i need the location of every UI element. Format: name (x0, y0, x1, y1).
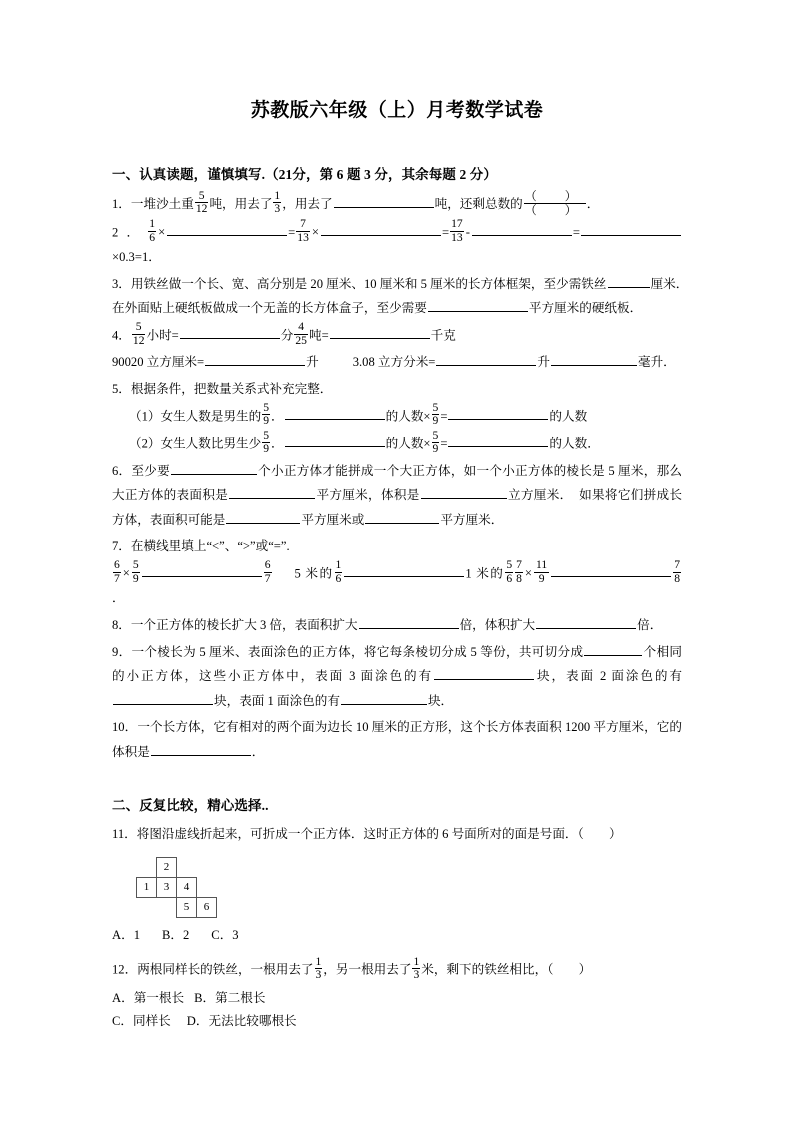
question-1-text-5: ． (586, 196, 600, 211)
question-5-sub-2-text-3: = (440, 436, 448, 451)
answer-blank[interactable] (171, 462, 257, 475)
question-10 (112, 715, 682, 764)
fraction-1-3 (412, 956, 420, 982)
fraction-5-9 (432, 430, 440, 456)
net-cell-2: 2 (157, 857, 177, 877)
fraction-numerator: 17 (451, 217, 463, 231)
question-2-number: 2． (112, 224, 148, 239)
fraction-17-13 (450, 218, 464, 244)
answer-blank[interactable] (581, 223, 681, 236)
net-cell-empty (197, 877, 217, 897)
fraction-numerator: 7 (296, 218, 310, 231)
cube-net-table (136, 857, 217, 918)
answer-blank[interactable] (436, 353, 536, 366)
question-12-options-line-2 (112, 1010, 682, 1033)
question-5-sub-2 (129, 428, 682, 457)
question-8 (112, 613, 682, 638)
multiply-sign: × (158, 224, 166, 239)
fraction-numerator: 5 (263, 428, 270, 442)
question-9 (112, 640, 682, 714)
equals-sign-3: = (572, 224, 580, 239)
question-5-sub-2-text-1: ． (271, 436, 284, 451)
question-4 (112, 320, 682, 349)
question-5 (112, 377, 682, 402)
question-2 (112, 217, 682, 270)
fraction-numerator: 4 (294, 321, 308, 334)
net-cell-5: 5 (177, 897, 197, 917)
fraction-numerator: 1 (274, 189, 281, 202)
option-a[interactable]: A．第一根长 (112, 990, 185, 1005)
question-5-sub-2-text-2: 的人数× (385, 436, 431, 451)
fraction-1-3 (315, 956, 323, 982)
question-6 (112, 459, 682, 533)
question-4-text-1: 小时= (146, 328, 179, 343)
fraction-denominator: 25 (295, 333, 307, 347)
question-11 (112, 822, 682, 847)
question-8-text-1: 一个正方体的棱长扩大 3 倍，表面积扩大 (130, 617, 358, 632)
question-5-number: 5． (112, 381, 131, 396)
option-b[interactable]: B．2 (162, 927, 190, 942)
question-5-sub-2-label: （2）女生人数比男生少 (129, 436, 262, 451)
question-12-text-3: 米，剩下的铁丝相比，（ ） (421, 962, 592, 977)
fraction-denominator: 9 (432, 414, 439, 428)
fraction-5-9 (262, 430, 270, 456)
fraction-denominator: 13 (451, 230, 463, 244)
answer-blank[interactable] (448, 434, 548, 447)
question-6-text-1: 至少要 (131, 463, 170, 478)
net-cell-6: 6 (197, 897, 217, 917)
comparison-blank[interactable] (551, 564, 671, 577)
fraction-numerator: 5 (506, 558, 513, 572)
question-1-text-3: ，用去了 (282, 196, 333, 211)
answer-blank[interactable] (472, 223, 572, 236)
question-9-text-1: 一个棱长为 5 厘米、表面涂色的正方体，将它每条棱切分成 5 等份，共可切分成 (131, 644, 584, 659)
question-10-number: 10． (112, 720, 138, 735)
question-3-number: 3． (112, 276, 131, 291)
fraction-denominator: 12 (132, 333, 145, 347)
fraction-5-12 (195, 190, 209, 216)
fraction-denominator: 6 (149, 230, 156, 244)
net-row-3 (137, 897, 217, 917)
page-title: 苏教版六年级（上）月考数学试卷 (250, 100, 544, 121)
comparison-blank[interactable] (142, 564, 262, 577)
question-1-number: 1． (112, 196, 131, 211)
question-5-sub-1-text-3: = (440, 408, 448, 423)
answer-blank[interactable] (151, 743, 251, 756)
question-12-number: 12． (112, 962, 138, 977)
question-7 (112, 534, 682, 559)
fraction-denominator: 8 (674, 571, 680, 585)
answer-blank[interactable] (226, 511, 300, 524)
question-5-sub-1-text-4: 的人数 (549, 408, 588, 423)
question-10-text-1: 一个长方体，它有相对的两个面为边长 10 厘米的正方形，这个长方体表面积 1200 平方厘米，它的体积是 (112, 720, 683, 759)
answer-blank[interactable] (341, 692, 427, 705)
question-7-number: 7． (112, 539, 131, 554)
answer-blank[interactable] (584, 643, 642, 656)
fraction-7-8 (515, 559, 523, 585)
question-12 (112, 954, 682, 983)
section-heading-2: 二、反复比较，精心选择.. (112, 798, 269, 814)
net-cell-3: 3 (157, 877, 177, 897)
answer-blank[interactable] (229, 486, 315, 499)
net-cell-1: 1 (137, 877, 157, 897)
answer-blank[interactable] (285, 434, 385, 447)
fraction-numerator: 5 (263, 401, 270, 415)
answer-blank[interactable] (285, 407, 385, 420)
fraction-denominator: 12 (195, 202, 208, 216)
question-5-sub-1-text-2: 的人数× (385, 408, 431, 423)
answer-blank[interactable] (551, 353, 637, 366)
question-9-text-4: 块，表面 1 面涂色的有 (214, 693, 340, 708)
multiply-sign: × (311, 224, 319, 239)
fraction-5-9 (132, 559, 140, 585)
fraction-numerator: 6 (264, 558, 271, 572)
option-a[interactable]: A．1 (112, 927, 140, 942)
equals-sign-1: = (288, 224, 296, 239)
fraction-denominator: 6 (335, 571, 342, 585)
fraction-1-6 (148, 218, 156, 244)
fraction-numerator: 1 (413, 954, 420, 968)
fraction-denominator: 3 (413, 967, 420, 981)
question-6-text-3: 平方厘米，体积是 (316, 488, 420, 503)
fraction-denominator: 9 (263, 414, 270, 428)
fraction-denominator: 8 (516, 571, 522, 585)
page-content (112, 0, 695, 1033)
fraction-5-9 (262, 402, 270, 428)
fraction-denominator: 3 (274, 202, 281, 216)
fraction-denominator: （ ） (524, 203, 585, 218)
equals-sign-2: = (441, 224, 450, 239)
answer-blank[interactable] (421, 486, 507, 499)
question-11-number: 11． (112, 827, 137, 842)
question-12-text-1: 两根同样长的铁丝，一根用去了 (137, 962, 314, 977)
fraction-7-13 (296, 218, 310, 244)
fraction-numerator: 7 (674, 558, 680, 572)
fraction-denominator: 9 (263, 441, 270, 455)
answer-blank[interactable] (365, 511, 439, 524)
question-5-sub-1 (129, 401, 682, 430)
question-2-tail: ×0.3=1． (112, 250, 161, 265)
question-3-text-3: 平方厘米的硬纸板． (528, 301, 643, 316)
question-7-lead: 在横线里填上“<”、“>”或“=”. (130, 539, 290, 554)
fraction-denominator: 9 (538, 571, 545, 585)
comparison-blank[interactable] (344, 564, 464, 577)
fraction-denominator: 9 (132, 571, 139, 585)
fraction-denominator: 6 (506, 571, 513, 585)
question-5-sub-1-label: （1）女生人数是男生的 (129, 408, 262, 423)
question-4-text-2: 分 (280, 328, 294, 343)
question-5-sub-2-text-4: 的人数． (549, 436, 600, 451)
answer-blank[interactable] (334, 195, 434, 208)
question-4-conv-1-label: 90020 立方厘米= (112, 355, 205, 370)
fraction-denominator: 7 (264, 571, 271, 585)
answer-blank[interactable] (180, 326, 280, 339)
option-c[interactable]: C．3 (211, 927, 239, 942)
net-cell-empty (137, 857, 157, 877)
question-8-number: 8． (112, 617, 131, 632)
fraction-denominator: 3 (315, 967, 322, 981)
question-6-text-4: 立方厘米． 如果将它们拼成长方体，表面积可能是 (112, 488, 683, 527)
section-heading-1: 一、认真读题，谨慎填写.（21分，第 6 题 3 分，其余每题 2 分） (112, 166, 497, 182)
answer-blank[interactable] (536, 616, 636, 629)
question-8-text-3: 倍． (637, 617, 663, 632)
answer-blank[interactable] (448, 407, 548, 420)
question-9-text-2: 个相同的小正方体，这些小正方体中，表面 3 面涂色的有 (112, 644, 683, 684)
option-b[interactable]: B．第二根长 (194, 990, 266, 1005)
question-12-text-2: ，另一根用去了 (323, 962, 412, 977)
fraction-numerator: 5 (132, 558, 139, 572)
fraction-denominator: 9 (432, 441, 439, 455)
net-row-1 (137, 857, 217, 877)
answer-blank[interactable] (434, 667, 534, 680)
fraction-numerator: 5 (195, 190, 209, 203)
net-cell-4: 4 (177, 877, 197, 897)
question-4-conv-2-label: 3.08 立方分米= (352, 355, 436, 370)
question-9-number: 9． (112, 644, 132, 659)
question-10-text-2: ． (251, 744, 265, 759)
answer-blank[interactable] (608, 275, 650, 288)
question-4-line-2 (112, 350, 682, 375)
parenthesis-fraction[interactable] (524, 190, 586, 218)
question-5-lead: 根据条件，把数量关系式补充完整． (130, 381, 333, 396)
fraction-numerator: 1 (315, 954, 322, 968)
fraction-11-9 (534, 559, 549, 585)
question-1-text-1: 一堆沙土重 (130, 196, 194, 211)
question-4-conv-2-unit: 升 (537, 355, 550, 370)
multiply-sign: × (122, 566, 130, 581)
question-11-text: 将图沿虚线折起来，可折成一个正方体．这时正方体的 6 号面所对的面是号面．（ ） (136, 827, 622, 842)
net-cell-empty (177, 857, 197, 877)
fraction-1-6 (335, 559, 343, 585)
question-3-text-1: 用铁丝做一个长、宽、高分别是 20 厘米、10 厘米和 5 厘米的长方体框架，至少需铁丝 (130, 276, 607, 291)
fraction-7-8 (673, 559, 681, 585)
question-4-number: 4． (112, 328, 131, 343)
fraction-denominator: 13 (297, 230, 309, 244)
question-6-text-6: 平方厘米． (440, 512, 504, 527)
question-12-options-line-1 (112, 987, 682, 1010)
fraction-numerator: 1 (335, 558, 342, 572)
net-row-2 (137, 877, 217, 897)
answer-blank[interactable] (167, 223, 287, 236)
fraction-5-9 (432, 402, 440, 428)
fraction-numerator: 5 (432, 428, 439, 442)
option-c[interactable]: C．同样长 (112, 1013, 171, 1028)
question-1 (112, 190, 682, 218)
fraction-denominator: 7 (114, 571, 120, 585)
multiply-sign: × (524, 566, 533, 581)
question-3 (112, 272, 695, 321)
cube-net-diagram (136, 857, 682, 918)
question-4-text-3: 吨= (308, 328, 329, 343)
fraction-5-12 (132, 321, 146, 347)
answer-blank[interactable] (205, 353, 305, 366)
question-1-text-2: 吨，用去了 (209, 196, 273, 211)
fraction-numerator: 5 (432, 401, 439, 415)
question-6-number: 6． (112, 463, 132, 478)
answer-blank[interactable] (359, 616, 459, 629)
fraction-4-25 (294, 321, 308, 347)
question-12-options (112, 987, 682, 1034)
question-5-sub-1-text-1: ． (271, 408, 284, 423)
question-1-text-4: 吨，还剩总数的 (434, 196, 523, 211)
question-6-text-2: 个小正方体才能拼成一个大正方体，如一个小正方体的棱长是 5 厘米，那么大正方体的表面积是 (112, 463, 683, 503)
question-4-conv-1-unit: 升 (306, 355, 319, 370)
answer-blank[interactable] (428, 299, 528, 312)
question-7-expr-2-pre: 5 米的 (294, 566, 334, 581)
question-7-end: ． (112, 591, 125, 606)
fraction-numerator: 1 (149, 217, 156, 231)
net-cell-empty (197, 857, 217, 877)
fraction-1-3 (273, 190, 281, 216)
fraction-6-7 (264, 559, 272, 585)
net-cell-empty (157, 897, 177, 917)
question-4-conv-3-unit: 毫升． (637, 355, 676, 370)
answer-blank[interactable] (321, 223, 441, 236)
minus-sign: - (465, 224, 470, 239)
question-7-expressions (112, 558, 682, 611)
fraction-numerator: 7 (516, 558, 522, 572)
option-d[interactable]: D．无法比较哪根长 (186, 1013, 297, 1028)
fraction-numerator: （ ） (524, 188, 585, 203)
fraction-numerator: 6 (114, 558, 120, 572)
fraction-numerator: 5 (132, 321, 146, 334)
fraction-numerator: 11 (536, 558, 548, 572)
question-8-text-2: 倍，体积扩大 (459, 617, 536, 632)
question-11-options (112, 924, 682, 947)
fraction-5-6 (505, 559, 513, 585)
question-7-expr-2-post: 1 米的 (465, 566, 505, 581)
question-3-text-2: 厘米． 在外面贴上硬纸板做成一个无盖的长方体盒子，至少需要 (112, 276, 695, 316)
question-4-text-4: 千克 (430, 328, 456, 343)
net-cell-empty (137, 897, 157, 917)
question-9-text-3: 块，表面 2 面涂色的有 (535, 669, 683, 684)
answer-blank[interactable] (113, 692, 213, 705)
question-9-text-5: 块． (427, 693, 454, 708)
answer-blank[interactable] (330, 326, 430, 339)
fraction-6-7 (113, 559, 121, 585)
question-6-text-5: 平方厘米或 (301, 512, 365, 527)
